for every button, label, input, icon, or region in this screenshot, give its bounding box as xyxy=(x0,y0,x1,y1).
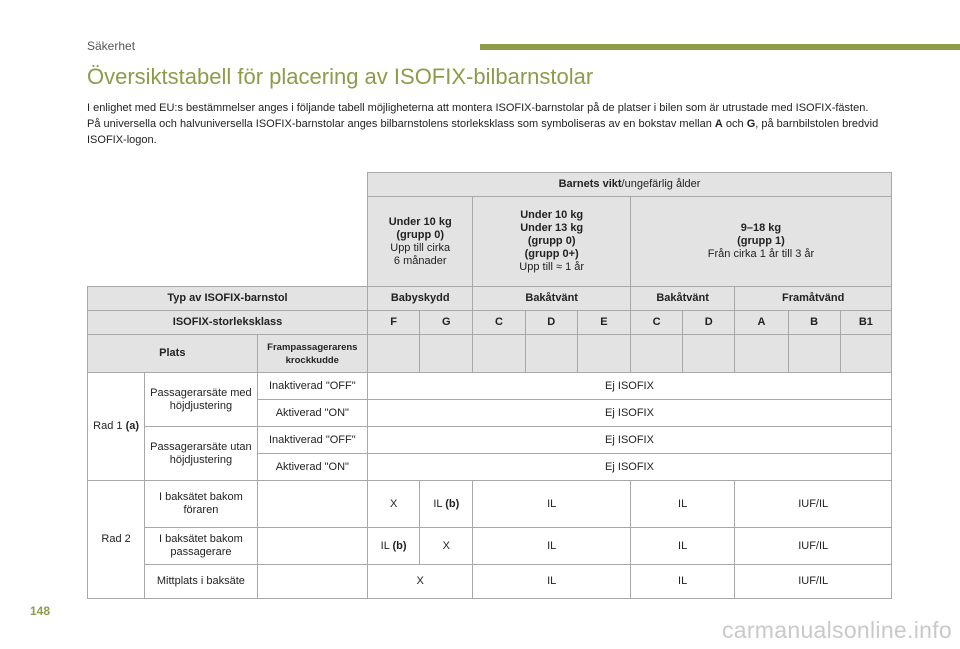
type-framatvand: Framåtvänd xyxy=(735,287,892,311)
cell-ab: IUF/IL xyxy=(735,481,892,528)
group-0plus-header: Under 10 kg Under 13 kg (grupp 0) (grupp 0+) Upp till ≈ 1 år xyxy=(473,197,631,287)
cell-g: X xyxy=(420,528,473,565)
page-number: 148 xyxy=(30,604,51,618)
seat-middle: Mittplats i baksäte xyxy=(145,565,257,599)
size-cell: F xyxy=(368,311,420,335)
size-cell: B1 xyxy=(840,311,891,335)
rad-2-label: Rad 2 xyxy=(88,481,145,599)
cell-f: X xyxy=(368,481,420,528)
cell-cde: IL xyxy=(473,565,631,599)
size-cell: C xyxy=(630,311,682,335)
row-value: Ej ISOFIX xyxy=(368,400,892,427)
size-cell: E xyxy=(577,311,630,335)
section-label: Säkerhet xyxy=(87,39,136,53)
type-bakatvant-2: Bakåtvänt xyxy=(630,287,734,311)
cell-g: IL (b) xyxy=(420,481,473,528)
cell-ab: IUF/IL xyxy=(735,565,892,599)
airbag-on: Aktiverad "ON" xyxy=(257,454,367,481)
cell-fg: X xyxy=(368,565,473,599)
seat-behind-passenger: I baksätet bakom passagerare xyxy=(145,528,257,565)
size-cell: C xyxy=(473,311,525,335)
airbag-off: Inaktiverad "OFF" xyxy=(257,427,367,454)
section-bar xyxy=(480,44,960,50)
intro-paragraph-1: I enlighet med EU:s bestämmelser anges i följande tabell möjligheterna att montera ISOFIX-barnstolar på de platser i bilen som är utrustade med ISOFIX-fästen. xyxy=(87,102,869,114)
cell-cd: IL xyxy=(630,528,734,565)
size-cell: D xyxy=(525,311,577,335)
airbag-off: Inaktiverad "OFF" xyxy=(257,373,367,400)
type-bakatvant-1: Bakåtvänt xyxy=(473,287,631,311)
plats-label: Plats xyxy=(88,335,258,373)
airbag-on: Aktiverad "ON" xyxy=(257,400,367,427)
cell-cde: IL xyxy=(473,481,631,528)
type-babyskydd: Babyskydd xyxy=(368,287,473,311)
watermark: carmanualsonline.info xyxy=(721,617,952,643)
size-cell: G xyxy=(420,311,473,335)
type-label: Typ av ISOFIX-barnstol xyxy=(88,287,368,311)
cell-f: IL (b) xyxy=(368,528,420,565)
size-label: ISOFIX-storleksklass xyxy=(88,311,368,335)
group-0-header: Under 10 kg (grupp 0) Upp till cirka 6 månader xyxy=(368,197,473,287)
intro-paragraph-2: På universella och halvuniversella ISOFIX-barnstolar anges bilbarnstolens storleksklass som symboliseras av en bokstav mellan A och G, på barnbilstolen bredvid ISOFIX-logon. xyxy=(87,118,879,146)
row-value: Ej ISOFIX xyxy=(368,373,892,400)
seat-no-height-adjust: Passagerarsäte utan höjdjustering xyxy=(145,427,257,481)
row-value: Ej ISOFIX xyxy=(368,427,892,454)
weight-header: Barnets vikt/ungefärlig ålder xyxy=(368,173,892,197)
group-1-header: 9–18 kg (grupp 1) Från cirka 1 år till 3 år xyxy=(630,197,891,287)
intro-text xyxy=(87,100,887,148)
page-title: Översiktstabell för placering av ISOFIX-bilbarnstolar xyxy=(87,64,594,89)
seat-behind-driver: I baksätet bakom föraren xyxy=(145,481,257,528)
cell-cd: IL xyxy=(630,481,734,528)
cell-cd: IL xyxy=(630,565,734,599)
cell-ab: IUF/IL xyxy=(735,528,892,565)
seat-height-adjustable: Passagerarsäte med höjdjustering xyxy=(145,373,257,427)
cell-cde: IL xyxy=(473,528,631,565)
size-cell: A xyxy=(735,311,788,335)
size-cell: B xyxy=(788,311,840,335)
airbag-label: Frampassagerarens krockkudde xyxy=(257,335,367,373)
size-cell: D xyxy=(683,311,735,335)
row-value: Ej ISOFIX xyxy=(368,454,892,481)
isofix-table xyxy=(87,172,892,599)
rad-1-label: Rad 1 (a) xyxy=(88,373,145,481)
